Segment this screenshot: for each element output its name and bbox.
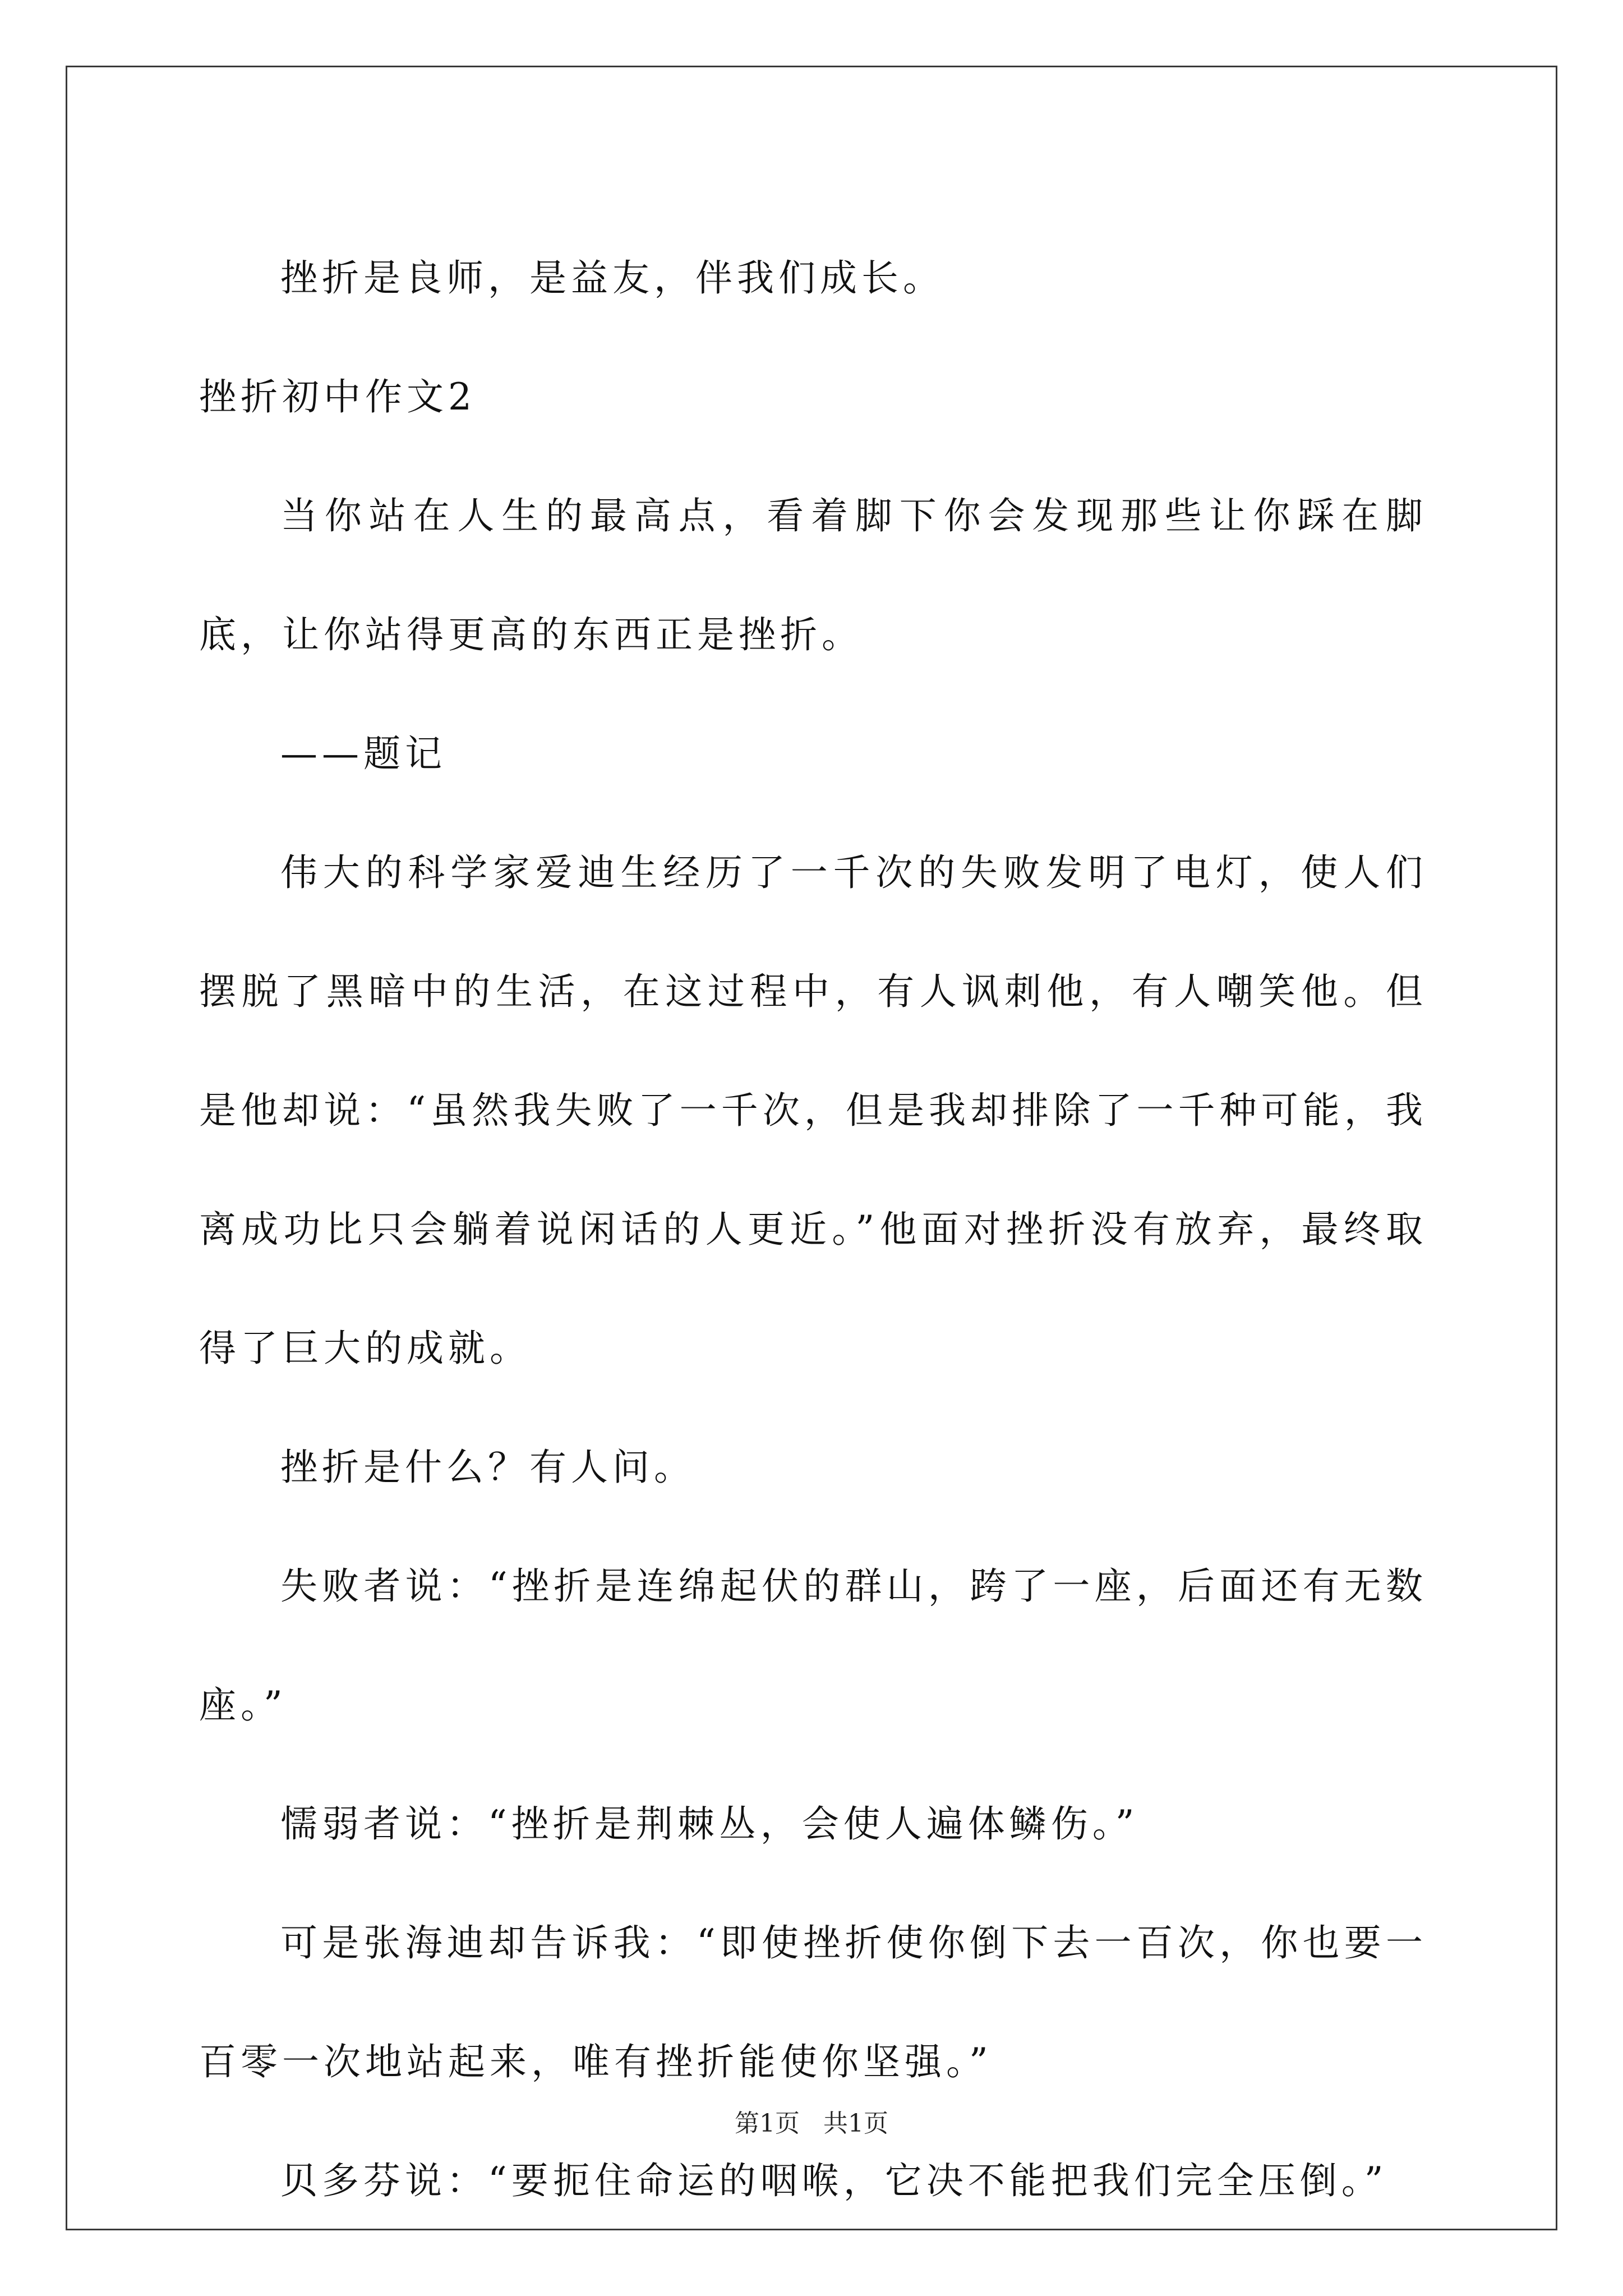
paragraph-epigraph: 当你站在人生的最高点，看着脚下你会发现那些让你踩在脚底，让你站得更高的东西正是挫折。 bbox=[199, 494, 1427, 656]
document-body bbox=[199, 219, 1427, 2240]
paragraph-question: 挫折是什么？有人问。 bbox=[280, 1446, 695, 1489]
page-number: 第1页 bbox=[735, 2109, 800, 2138]
page-total: 共1页 bbox=[823, 2109, 888, 2138]
page-footer bbox=[0, 2103, 1623, 2139]
paragraph-coward-quote: 懦弱者说：“挫折是荆棘丛，会使人遍体鳞伤。” bbox=[280, 1802, 1139, 1846]
paragraph-intro-closing: 挫折是良师，是益友，伴我们成长。 bbox=[280, 256, 944, 300]
paragraph-failure-quote: 失败者说：“挫折是连绵起伏的群山，跨了一座，后面还有无数座。” bbox=[199, 1565, 1427, 1727]
paragraph-epigraph-label: ——题记 bbox=[280, 732, 446, 775]
essay-title: 挫折初中作文2 bbox=[199, 375, 476, 418]
footer-spacer bbox=[800, 2109, 823, 2138]
paragraph-edison: 伟大的科学家爱迪生经历了一千次的失败发明了电灯，使人们摆脱了黑暗中的生活，在这过程中，有人讽刺他，有人嘲笑他。但是他却说：“虽然我失败了一千次，但是我却排除了一千种可能，我离成功比只会躺着说闲话的人更近。”他面对挫折没有放弃，最终取得了巨大的成就。 bbox=[199, 851, 1427, 1370]
paragraph-zhang-haidi-quote: 可是张海迪却告诉我：“即使挫折使你倒下去一百次，你也要一百零一次地站起来，唯有挫折能使你坚强。” bbox=[199, 1921, 1427, 2083]
paragraph-beethoven-quote: 贝多芬说：“要扼住命运的咽喉，它决不能把我们完全压倒。” bbox=[280, 2159, 1388, 2202]
